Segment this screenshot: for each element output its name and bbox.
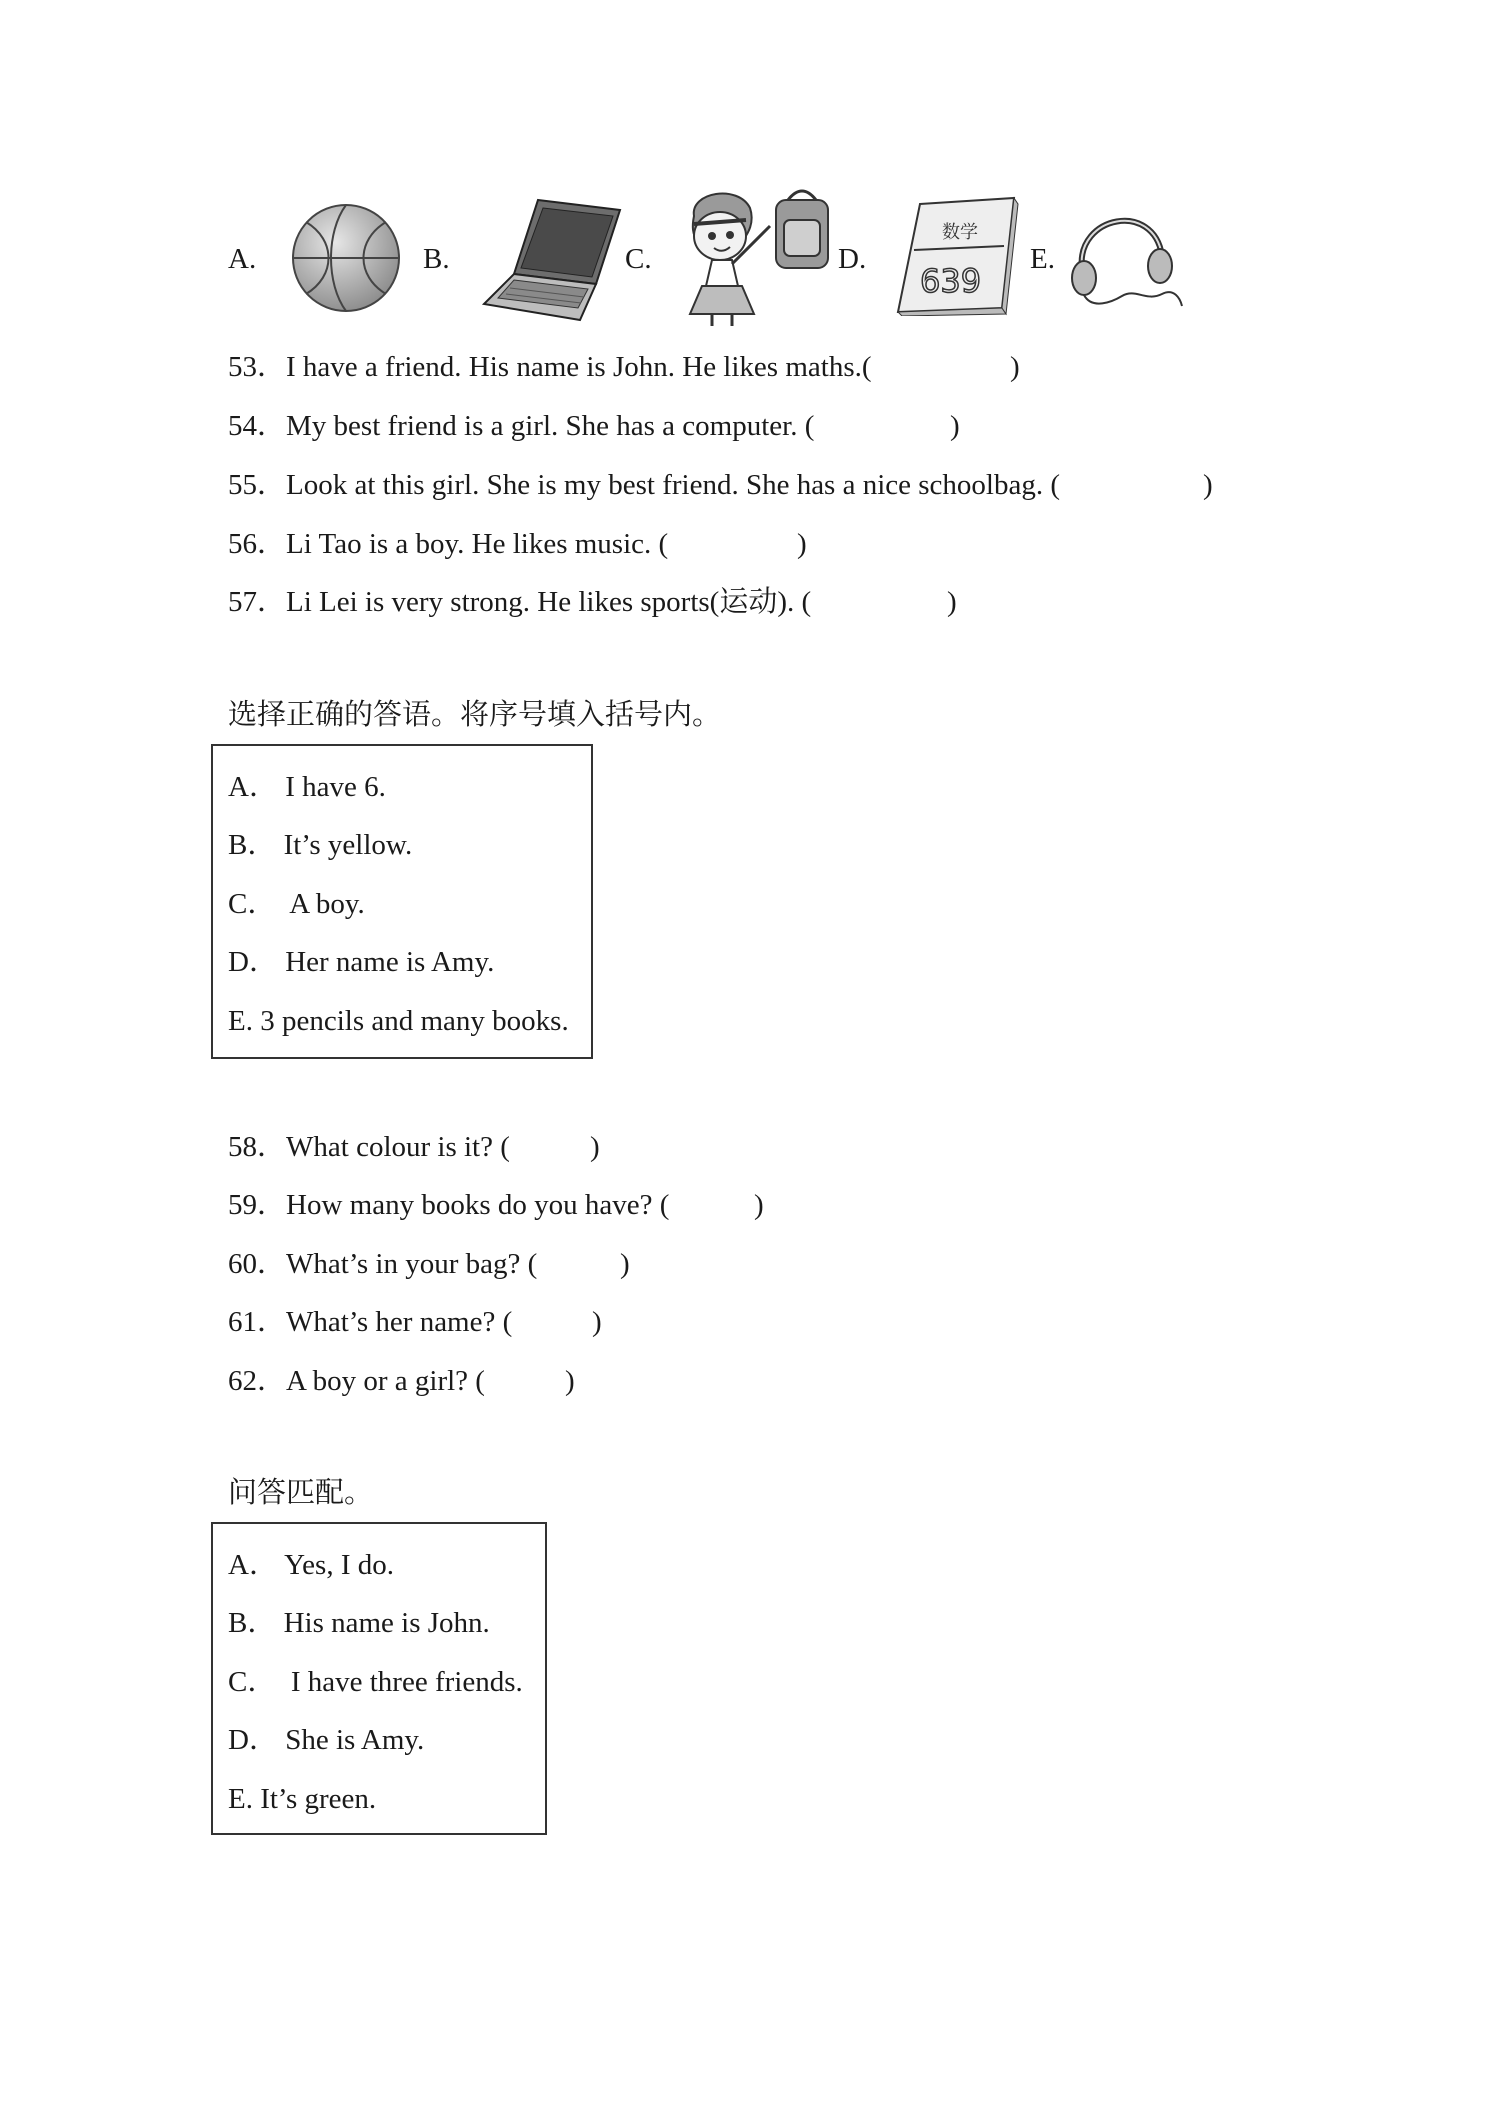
answer-blank-56[interactable]: ) — [797, 528, 807, 560]
question-59: 59．How many books do you have? ( — [228, 1189, 670, 1221]
answer-blank-53[interactable]: ) — [1010, 351, 1020, 383]
answer-blank-58[interactable]: ) — [590, 1131, 600, 1163]
answer-blank-55[interactable]: ) — [1203, 469, 1213, 501]
picture-label-e: E. — [1030, 243, 1055, 275]
picture-label-a: A. — [228, 243, 257, 275]
part2-option-a: A． I have 6. — [228, 771, 386, 803]
part3-option-a: A． Yes, I do. — [228, 1549, 394, 1581]
maths-book-icon — [894, 196, 1024, 316]
part2-option-b: B． It’s yellow. — [228, 829, 413, 861]
question-53: 53．I have a friend. His name is John. He likes maths.( — [228, 351, 872, 383]
answer-blank-57[interactable]: ) — [947, 586, 957, 618]
question-55: 55．Look at this girl. She is my best friend. She has a nice schoolbag. ( — [228, 469, 1061, 501]
picture-label-d: D. — [838, 243, 867, 275]
book-number: 639 — [920, 262, 982, 300]
answer-blank-59[interactable]: ) — [754, 1189, 764, 1221]
girl-with-schoolbag-icon — [672, 186, 844, 328]
laptop-icon — [480, 198, 625, 324]
part3-option-e: E. It’s green. — [228, 1783, 377, 1815]
part2-option-d: D． Her name is Amy. — [228, 946, 495, 978]
question-61: 61．What’s her name? ( — [228, 1306, 513, 1338]
question-60: 60．What’s in your bag? ( — [228, 1248, 538, 1280]
answer-blank-62[interactable]: ) — [565, 1365, 575, 1397]
question-57: 57．Li Lei is very strong. He likes sports(运动). ( — [228, 586, 812, 618]
answer-blank-61[interactable]: ) — [592, 1306, 602, 1338]
question-58: 58．What colour is it? ( — [228, 1131, 510, 1163]
question-54: 54．My best friend is a girl. She has a computer. ( — [228, 410, 815, 442]
answer-blank-60[interactable]: ) — [620, 1248, 630, 1280]
part2-option-e: E. 3 pencils and many books. — [228, 1005, 569, 1037]
part3-heading: 问答匹配。 — [228, 1475, 374, 1509]
book-title: 数学 — [942, 222, 978, 243]
question-62: 62．A boy or a girl? ( — [228, 1365, 485, 1397]
part2-heading: 选择正确的答语。将序号填入括号内。 — [228, 697, 722, 731]
part2-option-c: C． A boy. — [228, 888, 365, 920]
basketball-icon — [288, 202, 404, 314]
part3-option-b: B． His name is John. — [228, 1607, 490, 1639]
headphones-icon — [1062, 206, 1186, 314]
part3-option-d: D． She is Amy. — [228, 1724, 425, 1756]
part3-option-c: C． I have three friends. — [228, 1666, 523, 1698]
picture-label-b: B. — [423, 243, 450, 275]
picture-label-c: C. — [625, 243, 652, 275]
answer-blank-54[interactable]: ) — [950, 410, 960, 442]
question-56: 56．Li Tao is a boy. He likes music. ( — [228, 528, 669, 560]
